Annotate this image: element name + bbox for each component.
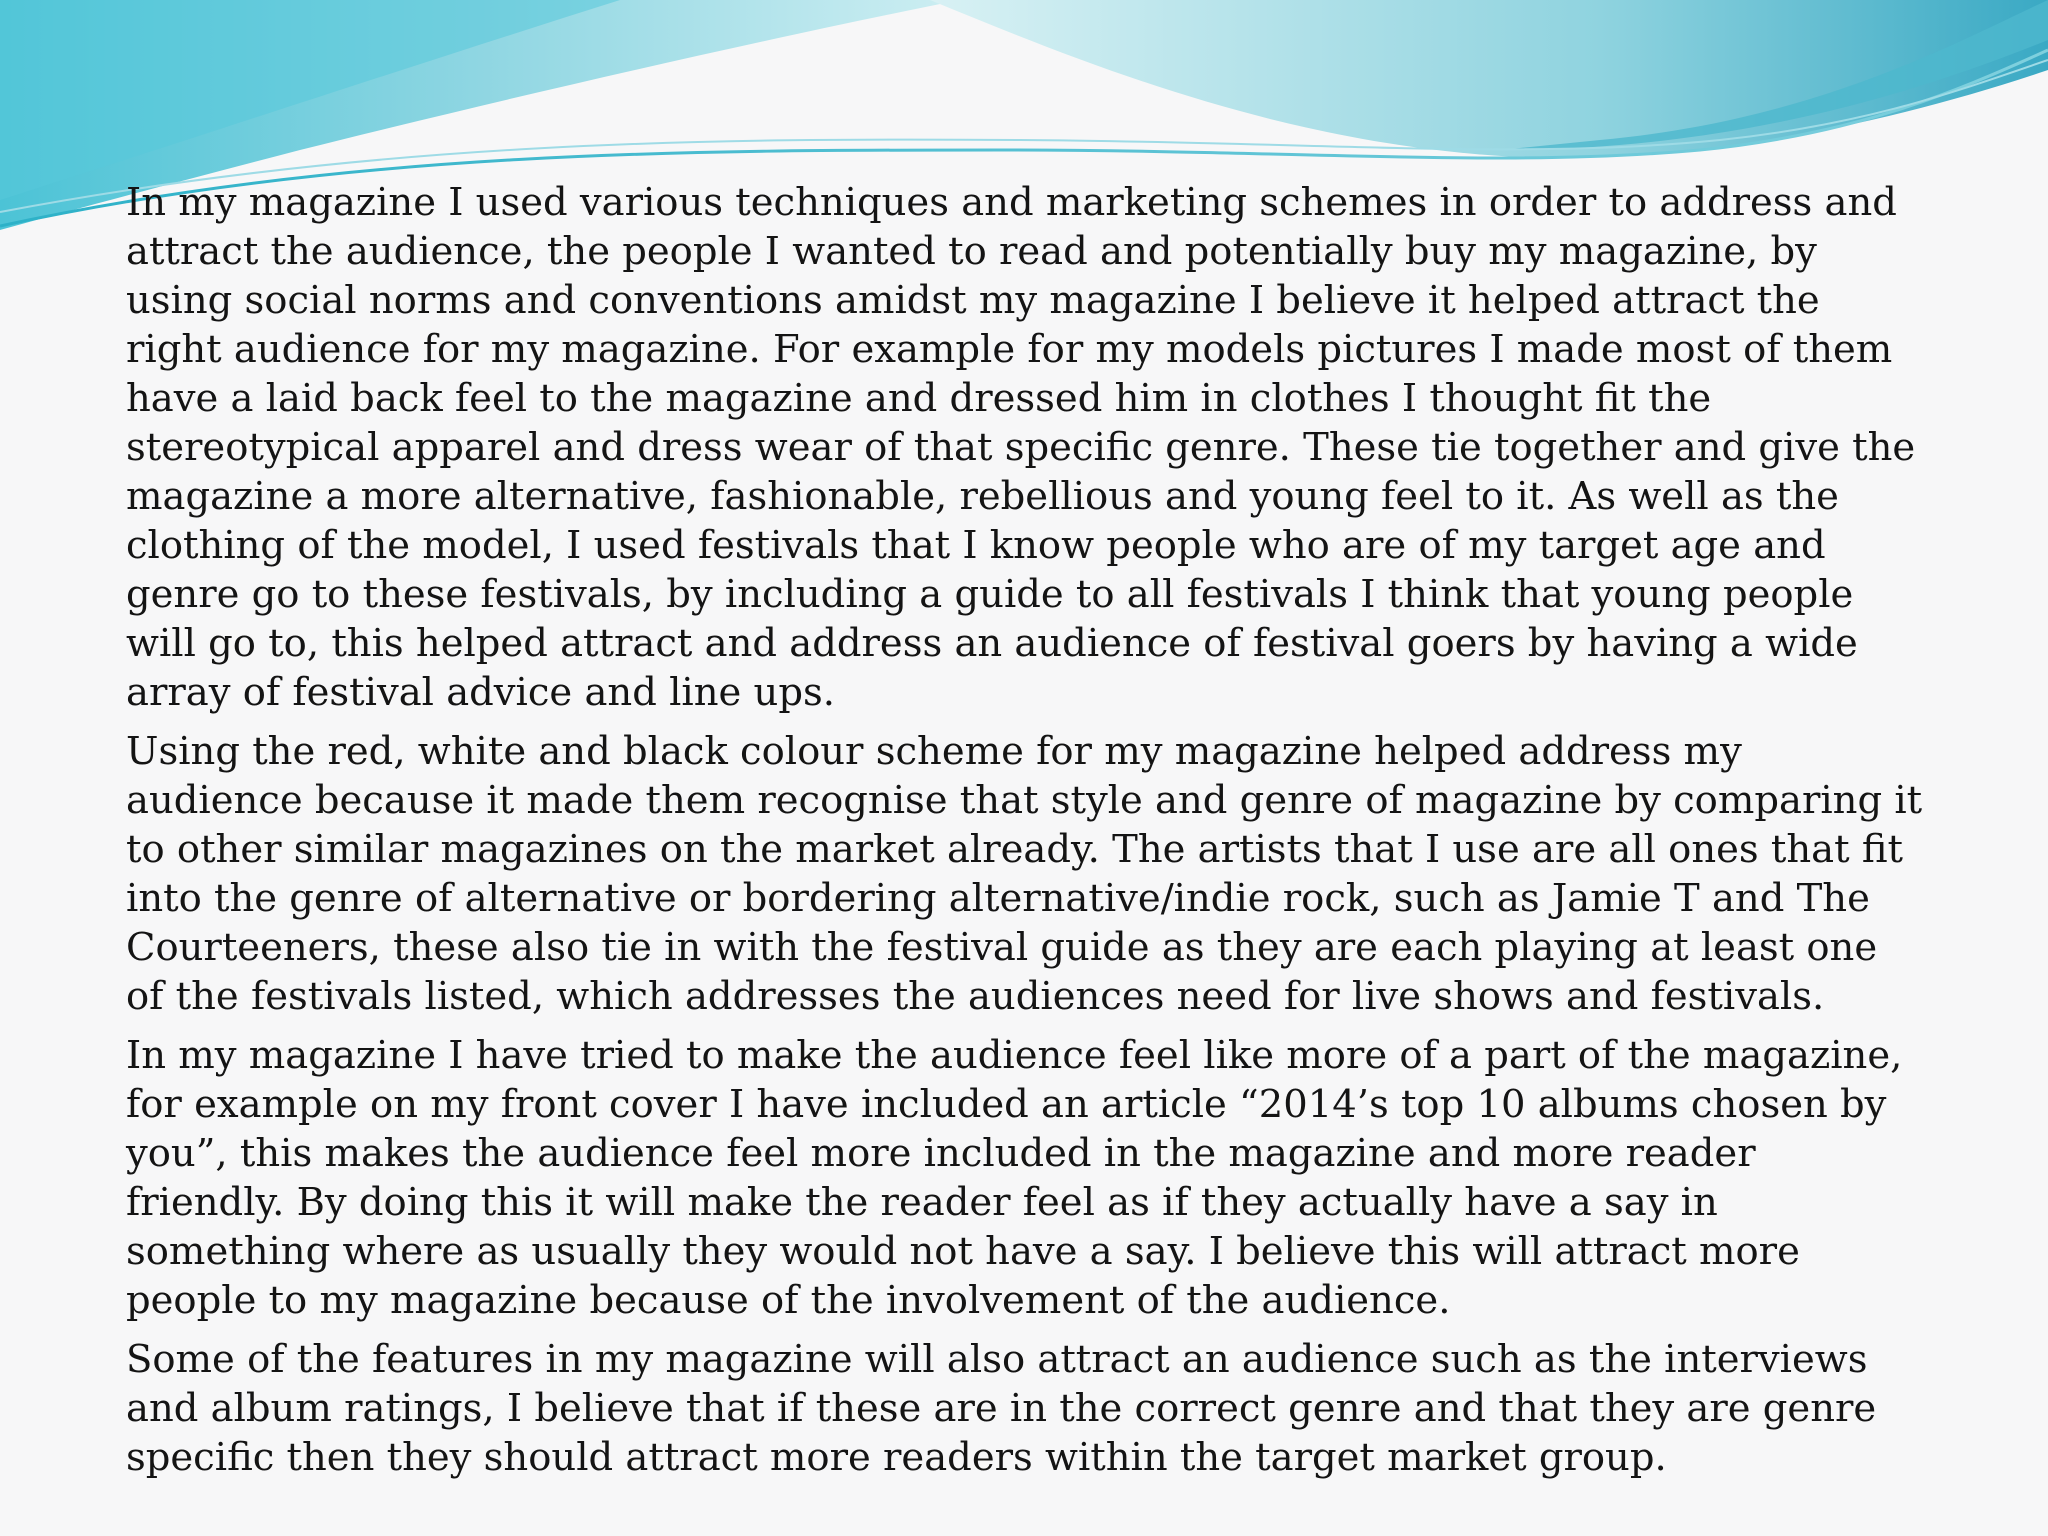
slide-body-text xyxy=(126,178,1926,1492)
paragraph-3: In my magazine I have tried to make the audience feel like more of a part of the magazine, for example on my front cover I have included an article “2014’s top 10 albums chosen by you”, this makes the audience feel more included in the magazine and more reader friendly. By doing this it will make the reader feel as if they actually have a say in something where as usually they would not have a say. I believe this will attract more people to my magazine because of the involvement of the audience. xyxy=(126,1033,1903,1323)
paragraph-2: Using the red, white and black colour scheme for my magazine helped address my audience because it made them recognise that style and genre of magazine by comparing it to other similar magazines on the market already. The artists that I use are all ones that fit into the genre of alternative or bordering alternative/indie rock, such as Jamie T and The Courteeners, these also tie in with the festival guide as they are each playing at least one of the festivals listed, which addresses the audiences need for live shows and festivals. xyxy=(126,729,1923,1019)
paragraph-4: Some of the features in my magazine will also attract an audience such as the interviews and album ratings, I believe that if these are in the correct genre and that they are genre specific then they should attract more readers within the target market group. xyxy=(126,1337,1877,1480)
paragraph-1: In my magazine I used various techniques and marketing schemes in order to address and attract the audience, the people I wanted to read and potentially buy my magazine, by using social norms and conventions amidst my magazine I believe it helped attract the right audience for my magazine. For example for my models pictures I made most of them have a laid back feel to the magazine and dressed him in clothes I thought fit the stereotypical apparel and dress wear of that specific genre. These tie together and give the magazine a more alternative, fashionable, rebellious and young feel to it. As well as the clothing of the model, I used festivals that I know people who are of my target age and genre go to these festivals, by including a guide to all festivals I think that young people will go to, this helped attract and address an audience of festival goers by having a wide array of festival advice and line ups. xyxy=(126,180,1916,715)
